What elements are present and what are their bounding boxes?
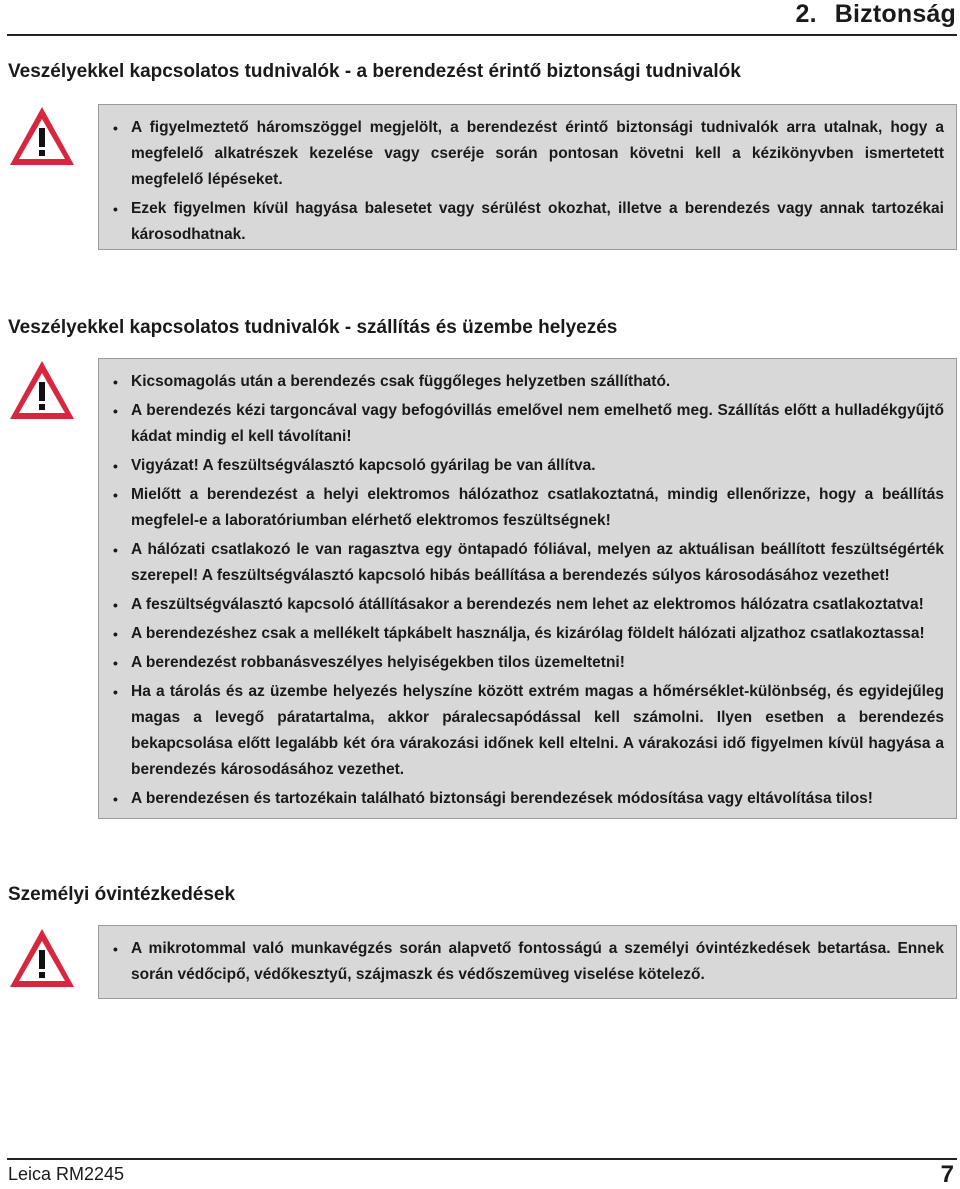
section-title-transport: Veszélyekkel kapcsolatos tudnivalók - szállítás és üzembe helyezés [8,317,618,338]
warning-triangle-icon [8,926,76,990]
chapter-heading [796,0,957,29]
page-number: 7 [940,1161,954,1188]
list-item: • Mielőtt a berendezést a helyi elektromos hálózathoz csatlakoztatná, mindig ellenőrizze, hogy a beállítás megfelel-e a laboratóriumban elérhető elektromos feszültségnek! [111,482,944,534]
warning-triangle-icon [8,104,76,168]
list-item: • A berendezésen és tartozékain található biztonsági berendezések módosítása vagy eltávolítása tilos! [111,786,944,812]
section-title-device-safety: Veszélyekkel kapcsolatos tudnivalók - a berendezést érintő biztonsági tudnivalók [8,61,741,82]
list-item: • Ezek figyelmen kívül hagyása balesetet vagy sérülést okozhat, illetve a berendezés vagy annak tartozékai károsodhatnak. [111,196,944,248]
list-item: • A mikrotommal való munkavégzés során alapvető fontosságú a személyi óvintézkedések betartása. Ennek során védőcipő, védőkesztyű, szájmaszk és védőszemüveg viselése kötelező. [111,936,944,988]
list-item: • A hálózati csatlakozó le van ragasztva egy öntapadó fóliával, melyen az aktuálisan beállított feszültségérték szerepel! A feszültségválasztó kapcsoló hibás beállítása a berendezés súlyos károsodásához vezethet! [111,537,944,589]
notice-box-transport [98,358,957,819]
chapter-number: 2. [795,0,817,28]
list-item: • Kicsomagolás után a berendezés csak függőleges helyzetben szállítható. [111,369,944,395]
list-item: • Vigyázat! A feszültségválasztó kapcsoló gyárilag be van állítva. [111,453,944,479]
chapter-title: Biztonság [834,0,956,28]
warning-triangle-icon [8,358,76,422]
header-divider [7,34,957,36]
list-item: • A figyelmeztető háromszöggel megjelölt, a berendezést érintő biztonsági tudnivalók arra utalnak, hogy a megfelelő alkatrészek kezelése vagy cseréje során pontosan követni kell a kézikönyvben ismertetett megfelelő lépéseket. [111,115,944,193]
list-item: • A feszültségválasztó kapcsoló átállításakor a berendezés nem lehet az elektromos hálózatra csatlakoztatva! [111,592,944,618]
list-item: • A berendezés kézi targoncával vagy befogóvillás emelővel nem emelhető meg. Szállítás előtt a hulladékgyűjtő kádat mindig el kell távolítani! [111,398,944,450]
footer-product-name: Leica RM2245 [8,1164,125,1184]
notice-box-personal-protection [98,925,957,999]
list-item: • A berendezést robbanásveszélyes helyiségekben tilos üzemeltetni! [111,650,944,676]
list-item: • A berendezéshez csak a mellékelt tápkábelt használja, és kizárólag földelt hálózati aljzathoz csatlakoztassa! [111,621,944,647]
footer-divider [7,1158,957,1160]
list-item: • Ha a tárolás és az üzembe helyezés helyszíne között extrém magas a hőmérséklet-különbség, és egyidejűleg magas a levegő páratartalma, akkor páralecsapódással kell számolni. Ilyen esetben a berendezés bekapcsolása előtt legalább két óra várakozási időnek kell eltelni. A várakozási idő figyelmen kívül hagyása a berendezés károsodásához vezethet. [111,679,944,783]
section-title-personal-protection: Személyi óvintézkedések [8,884,236,905]
notice-box-device-safety [98,104,957,250]
